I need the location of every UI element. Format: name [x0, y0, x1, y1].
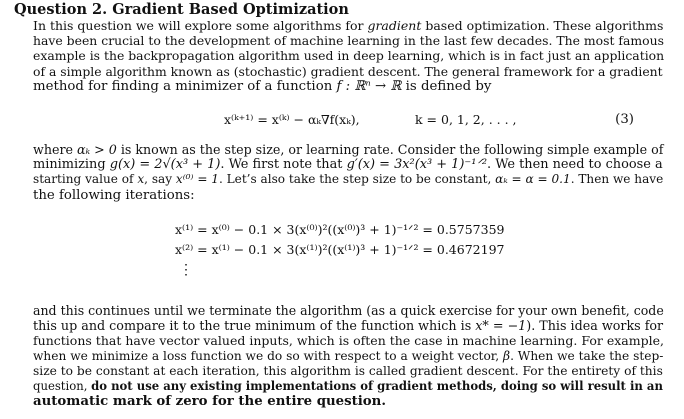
closing-line-3: functions that have vector valued inputs, which is often the case in machine learning. For example, [33, 333, 665, 349]
intro-line-3: example is the backpropagation algorithm used in deep learning, which is in fact just an application [33, 48, 665, 64]
closing-line-5: size to be constant at each iteration, this algorithm is called gradient descent. For the entirety of this [33, 363, 663, 378]
emphasis-gradient: gradient [367, 18, 422, 33]
closing-paragraph [33, 303, 667, 409]
intro-line-2: have been crucial to the development of machine learning in the last few decades. The most famous [33, 33, 664, 49]
example-line-4: the following iterations: [33, 187, 195, 203]
warning-text: do not use any existing implementations of gradient methods, doing so will result in an [91, 378, 663, 393]
intro-line-1: In this question we will explore some algorithms for gradient based optimization. These algorithms [33, 18, 664, 33]
iteration-1: x⁽¹⁾ = x⁽⁰⁾ − 0.1 × 3(x⁽⁰⁾)²((x⁽⁰⁾)³ + 1)⁻¹ᐟ² = 0.5757359 [175, 222, 505, 237]
closing-line-6: question, do not use any existing implementations of gradient methods, doing so will result in an [33, 378, 663, 393]
closing-line-7: automatic mark of zero for the entire question. [33, 394, 386, 410]
equation-3-range: k = 0, 1, 2, . . . , [415, 112, 517, 127]
intro-paragraph [33, 18, 667, 94]
example-line-2: minimizing g(x) = 2√(x³ + 1). We first note that g′(x) = 3x²(x³ + 1)⁻¹ᐟ². We then need to choose a [33, 157, 663, 173]
intro-line-5: method for finding a minimizer of a function f : ℝⁿ → ℝ is defined by [33, 78, 492, 94]
example-paragraph [33, 142, 667, 203]
function-signature: f : ℝⁿ → ℝ [336, 78, 402, 94]
closing-line-1: and this continues until we terminate the algorithm (as a quick exercise for your own benefit, code [33, 303, 664, 318]
question-heading: Question 2. Gradient Based Optimization [14, 1, 349, 18]
equation-3-number: (3) [615, 112, 634, 127]
example-line-1: where αₖ > 0 is known as the step size, or learning rate. Consider the following simple example of [33, 142, 664, 157]
iteration-2: x⁽²⁾ = x⁽¹⁾ − 0.1 × 3(x⁽¹⁾)²((x⁽¹⁾)³ + 1)⁻¹ᐟ² = 0.4672197 [175, 242, 505, 257]
closing-line-4: when we minimize a loss function we do so with respect to a weight vector, β. When we take the step- [33, 348, 664, 363]
vertical-ellipsis: ⋮ [179, 262, 193, 278]
equation-3-formula: x⁽ᵏ⁺¹⁾ = x⁽ᵏ⁾ − αₖ∇f(xₖ), [224, 112, 360, 127]
closing-line-2: this up and compare it to the true minimum of the function which is x* = −1). This idea works for [33, 318, 664, 334]
intro-line-4: of a simple algorithm known as (stochastic) gradient descent. The general framework for a gradient [33, 63, 663, 79]
example-line-3: starting value of x, say x⁽⁰⁾ = 1. Let’s also take the step size to be constant, αₖ = α = 0.1. Then we have [33, 172, 664, 187]
